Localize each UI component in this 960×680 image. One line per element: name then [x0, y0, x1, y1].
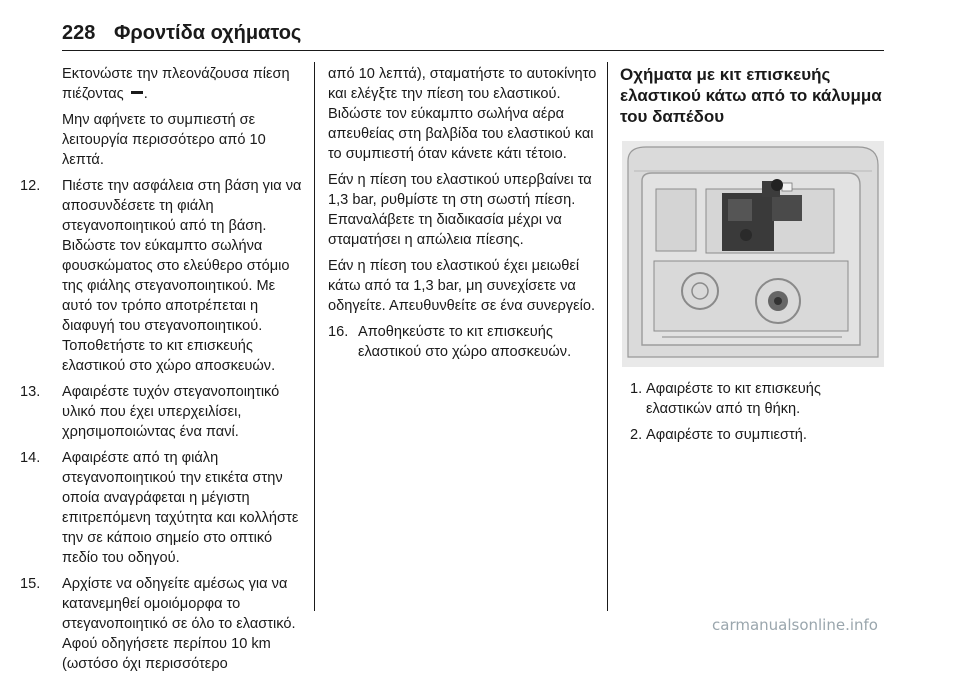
item-number: 15. — [20, 576, 41, 592]
column-divider — [607, 62, 608, 611]
column-middle — [328, 64, 600, 368]
list-item — [620, 379, 888, 419]
item-number: 13. — [20, 384, 41, 400]
paragraph: Εκτονώστε την πλεονάζουσα πίεση πιέζοντας . — [62, 66, 290, 102]
item-text: Αφαιρέστε από τη φιάλη στεγανοποιητικού την ετικέτα στην οποία αναγράφεται η μέγιστη επιτρεπόμενη ταχύτητα και κολλήστε την σε κάποιο σημείο στο οπτικό πεδίο του οδηγού. — [62, 450, 299, 566]
item-text: Αφαιρέστε το συμπιεστή. — [646, 427, 807, 443]
minus-button-icon — [131, 91, 143, 94]
column-divider — [314, 62, 315, 611]
page-title: Φροντίδα οχήματος — [114, 22, 302, 44]
list-item — [328, 322, 600, 362]
item-text: Αφαιρέστε το κιτ επισκευής ελαστικών από τη θήκη. — [646, 381, 821, 417]
item-number: 1. — [630, 381, 643, 397]
watermark: carmanualsonline.info — [712, 616, 878, 634]
item-text: Πιέστε την ασφάλεια στη βάση για να αποσυνδέσετε τη φιάλη στεγανοποιητικού από τη βάση. Βιδώστε τον εύκαμπτο σωλήνα φουσκώματος στο ελεύθερο στόμιο της φιάλης στεγανοποιητικού. Με αυτό τον τρόπο αποτρέπεται η διαφυγή του στεγανοποιητικού. Τοποθετήστε το κιτ επισκευής ελαστικού στο χώρο αποσκευών. — [62, 178, 302, 374]
paragraph: από 10 λεπτά), σταματήστε το αυτοκίνητο και ελέγξτε την πίεση του ελαστικού. Βιδώστε τον εύκαμπτο σωλήνα αέρα απευθείας στη βαλβίδα του ελαστικού και το συμπιεστή όταν κάνετε κάτι τέτοιο. — [328, 66, 597, 162]
list-item — [620, 425, 888, 445]
item-number: 2. — [630, 427, 643, 443]
paragraph: Εάν η πίεση του ελαστικού υπερβαίνει τα 1,3 bar, ρυθμίστε τη στη σωστή πίεση. Επαναλάβετε τη διαδικασία μέχρι να σταματήσει η απώλεια πίεσης. — [328, 172, 592, 248]
item-text: Αρχίστε να οδηγείτε αμέσως για να κατανεμηθεί ομοιόμορφα το στεγανοποιητικό σε όλο το ελαστικό. Αφού οδηγήσετε περίπου 10 km (ωστόσο όχι περισσότερο — [62, 576, 296, 672]
list-item — [20, 574, 302, 674]
column-right — [620, 64, 888, 451]
item-number: 14. — [20, 450, 41, 466]
page-number: 228 — [62, 22, 96, 44]
list-item — [20, 382, 302, 442]
paragraph: Μην αφήνετε το συμπιεστή σε λειτουργία περισσότερο από 10 λεπτά. — [62, 112, 266, 168]
tire-repair-kit-photo — [622, 141, 884, 367]
item-number: 12. — [20, 178, 41, 194]
item-number: 16. — [328, 324, 349, 340]
page-header — [62, 16, 884, 51]
item-text: Αποθηκεύστε το κιτ επισκευής ελαστικού στο χώρο αποσκευών. — [358, 324, 572, 360]
column-left — [20, 64, 302, 680]
section-title: Οχήματα με κιτ επισκευής ελαστικού κάτω από το κάλυμμα του δαπέδου — [620, 65, 882, 126]
tire-repair-kit-illustration — [622, 141, 884, 367]
paragraph: Εάν η πίεση του ελαστικού έχει μειωθεί κάτω από τα 1,3 bar, μη συνεχίσετε να οδηγείτε. Απευθυνθείτε σε ένα συνεργείο. — [328, 258, 596, 314]
list-item — [20, 448, 302, 568]
item-text: Αφαιρέστε τυχόν στεγανοποιητικό υλικό που έχει υπερχειλίσει, χρησιμοποιώντας ένα πανί. — [62, 384, 280, 440]
list-item — [20, 176, 302, 376]
